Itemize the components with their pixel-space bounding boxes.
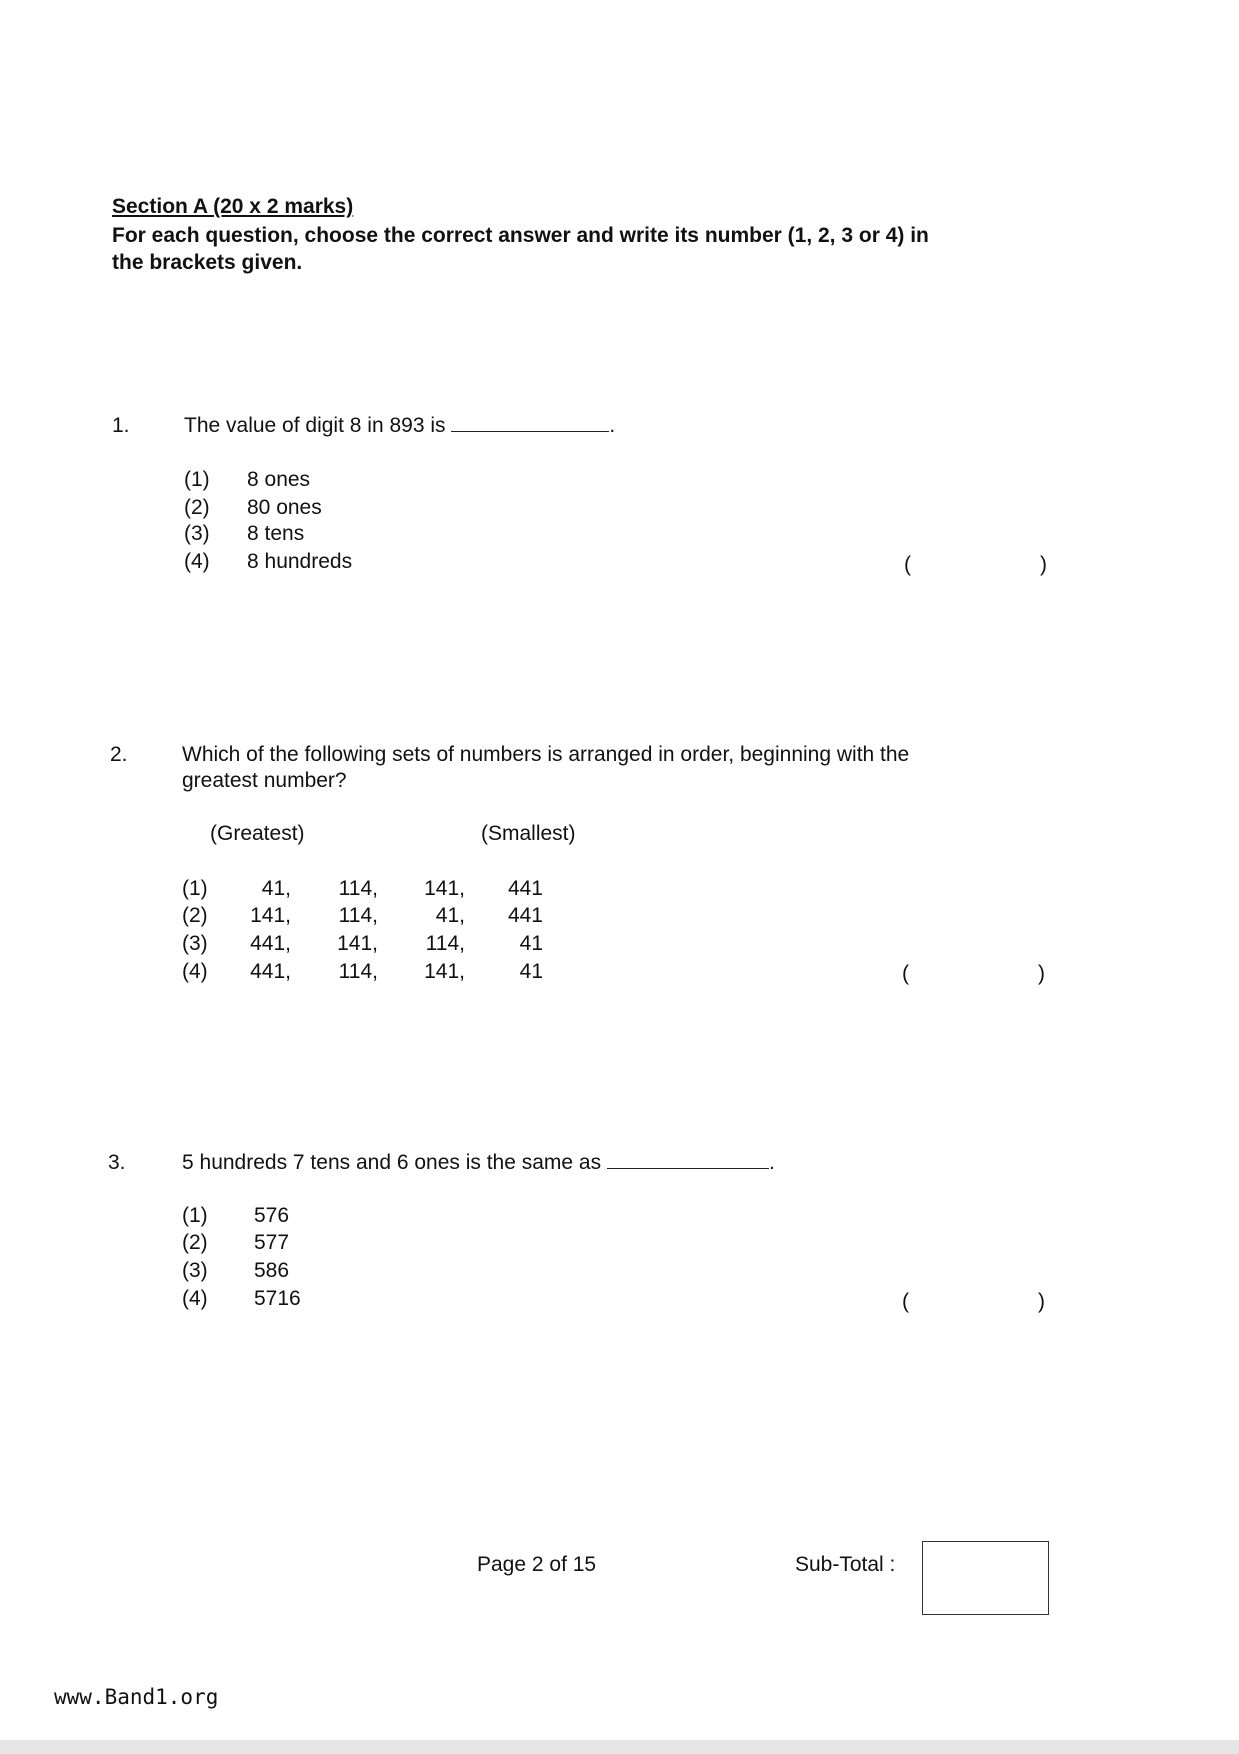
question-trail: .: [609, 414, 616, 437]
question-number: 2.: [110, 743, 128, 766]
answer-bracket-open[interactable]: (: [902, 1290, 909, 1313]
question-text-line-1: Which of the following sets of numbers is arranged in order, beginning with the: [182, 743, 910, 766]
section-title: Section A (20 x 2 marks): [112, 195, 354, 218]
subtotal-box[interactable]: [922, 1541, 1049, 1615]
answer-bracket-close[interactable]: ): [1040, 553, 1047, 576]
option-value: 577: [254, 1231, 290, 1254]
answer-blank: [451, 413, 609, 432]
scan-edge: [0, 1740, 1239, 1754]
question-text-body: The value of digit 8 in 893 is: [184, 414, 446, 437]
option-value: 441: [507, 904, 543, 927]
watermark: www.Band1.org: [54, 1685, 219, 1709]
answer-bracket-open[interactable]: (: [904, 553, 911, 576]
option-label: (2): [182, 1231, 208, 1254]
option-value: 114,: [338, 960, 378, 983]
option-value: 8 hundreds: [247, 550, 353, 573]
option-label: (2): [184, 496, 210, 519]
option-label: (4): [184, 550, 210, 573]
question-number: 1.: [112, 414, 130, 437]
option-label: (3): [182, 1259, 208, 1282]
instruction-line-1: For each question, choose the correct answer and write its number (1, 2, 3 or 4) in: [112, 224, 929, 247]
option-value: 586: [254, 1259, 290, 1282]
option-value: 114,: [338, 904, 378, 927]
option-value: 141,: [424, 877, 465, 900]
option-value: 141,: [250, 904, 291, 927]
question-number: 3.: [108, 1151, 126, 1174]
header-greatest: (Greatest): [210, 822, 305, 845]
option-label: (4): [182, 1287, 208, 1310]
answer-bracket-close[interactable]: ): [1038, 1290, 1045, 1313]
question-text: [184, 413, 615, 439]
option-label: (1): [182, 1204, 208, 1227]
option-label: (1): [184, 468, 210, 491]
option-label: (3): [182, 932, 208, 955]
option-value: 80 ones: [247, 496, 322, 519]
question-text-body: 5 hundreds 7 tens and 6 ones is the same as: [182, 1151, 602, 1174]
page-number: Page 2 of 15: [477, 1553, 597, 1576]
option-value: 41: [519, 932, 543, 955]
instruction-line-2: the brackets given.: [112, 251, 303, 274]
answer-blank: [607, 1150, 769, 1169]
answer-bracket-close[interactable]: ): [1038, 962, 1045, 985]
option-value: 141,: [424, 960, 465, 983]
option-value: 41,: [261, 877, 291, 900]
option-value: 41,: [435, 904, 465, 927]
option-label: (4): [182, 960, 208, 983]
header-smallest: (Smallest): [481, 822, 576, 845]
option-label: (1): [182, 877, 208, 900]
option-value: 441,: [250, 932, 291, 955]
question-text-line-2: greatest number?: [182, 769, 347, 792]
option-value: 441,: [250, 960, 291, 983]
option-value: 441: [507, 877, 543, 900]
option-value: 5716: [254, 1287, 301, 1310]
option-value: 8 ones: [247, 468, 311, 491]
option-value: 41: [519, 960, 543, 983]
option-value: 114,: [338, 877, 378, 900]
subtotal-label: Sub-Total :: [795, 1553, 896, 1576]
option-value: 8 tens: [247, 522, 305, 545]
option-value: 576: [254, 1204, 290, 1227]
question-trail: .: [768, 1151, 775, 1174]
option-value: 141,: [337, 932, 378, 955]
option-label: (3): [184, 522, 210, 545]
option-label: (2): [182, 904, 208, 927]
option-value: 114,: [425, 932, 465, 955]
answer-bracket-open[interactable]: (: [902, 962, 909, 985]
question-text: [182, 1150, 775, 1176]
